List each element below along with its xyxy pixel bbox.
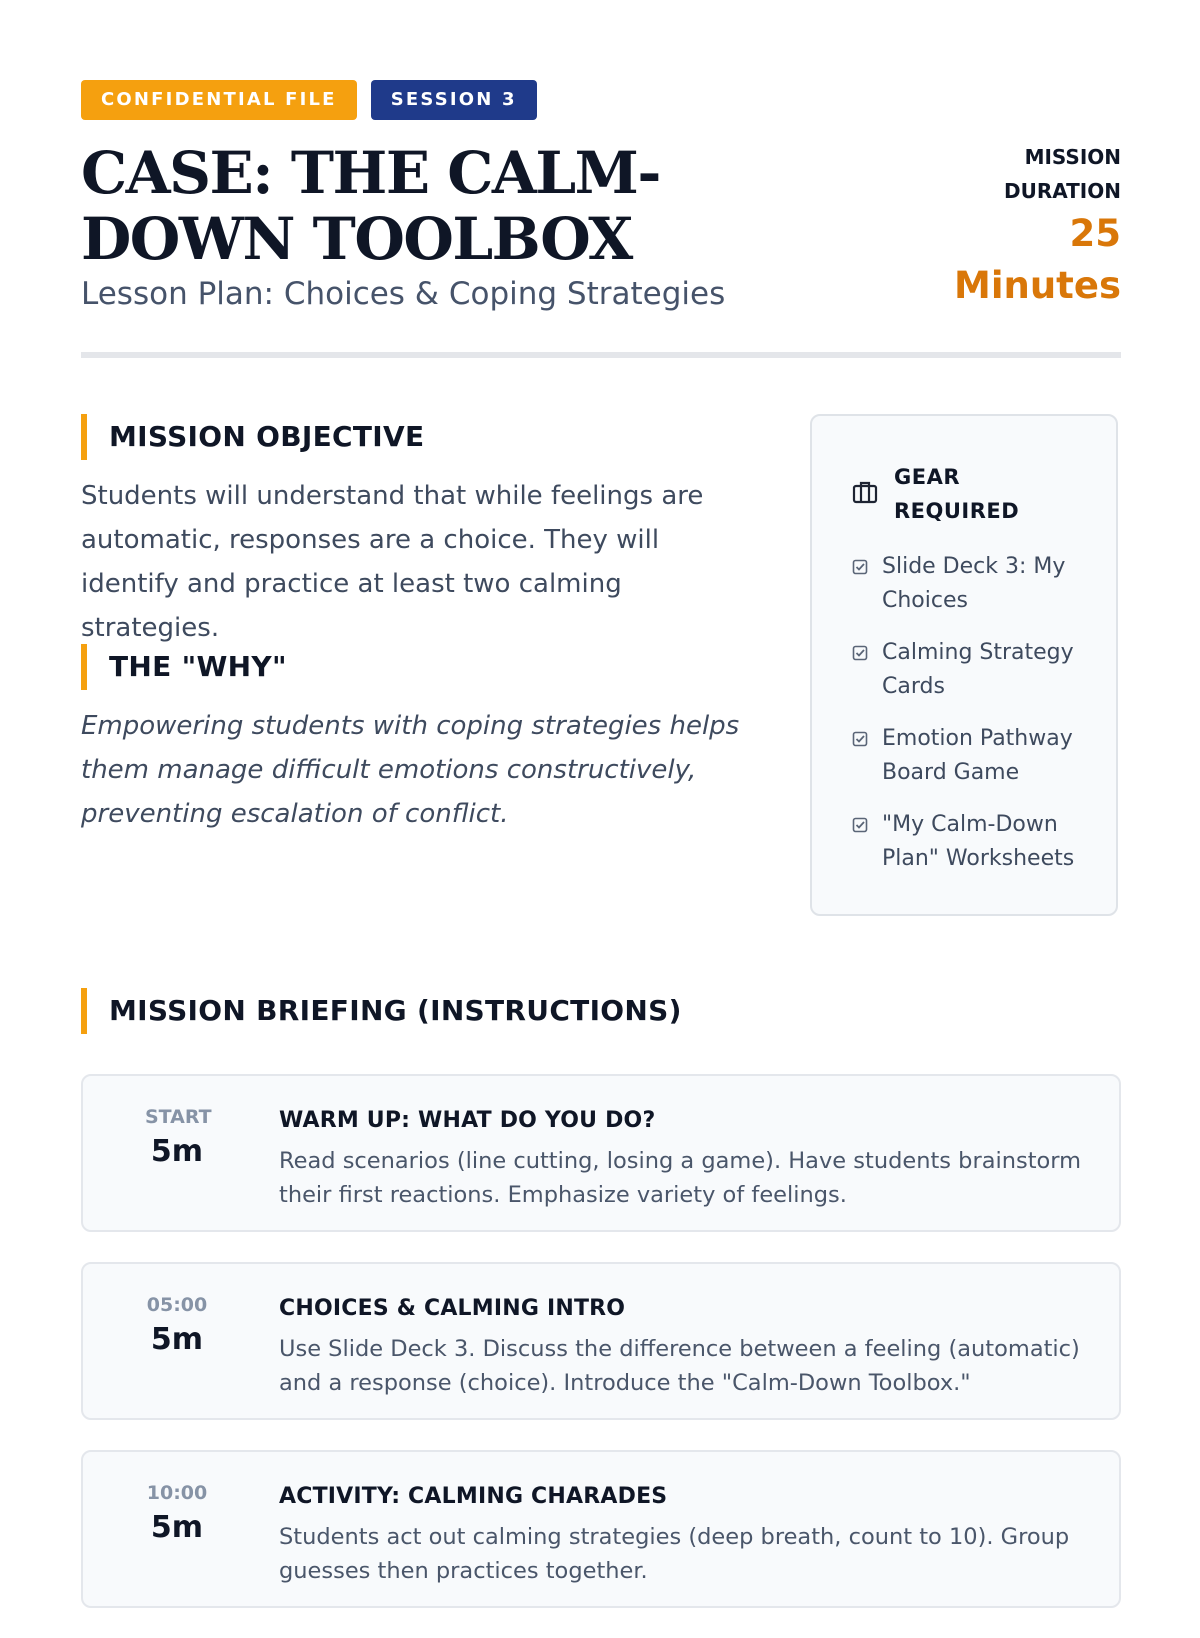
checkbox-checked-icon bbox=[852, 817, 868, 833]
duration-value: 25 Minutes bbox=[954, 212, 1121, 307]
step-start-time: 05:00 bbox=[146, 1294, 208, 1316]
step-card bbox=[81, 1450, 1121, 1608]
section-heading: MISSION BRIEFING (INSTRUCTIONS) bbox=[81, 988, 1121, 1034]
gear-required-card bbox=[810, 414, 1118, 916]
step-start-time: START bbox=[145, 1106, 212, 1128]
step-start-time: 10:00 bbox=[146, 1482, 208, 1504]
section-heading: MISSION OBJECTIVE bbox=[81, 414, 761, 460]
section-heading: THE "WHY" bbox=[81, 644, 761, 690]
lesson-plan-page bbox=[81, 80, 1121, 1584]
checkbox-checked-icon bbox=[852, 645, 868, 661]
step-description: Use Slide Deck 3. Discuss the difference between a feeling (automatic) and a response (choice). Introduce the "Calm-Down Toolbox." bbox=[279, 1336, 1080, 1396]
step-body bbox=[279, 1294, 1089, 1400]
header bbox=[81, 140, 1121, 350]
step-title: CHOICES & CALMING INTRO bbox=[279, 1296, 626, 1321]
step-description: Read scenarios (line cutting, losing a game). Have students brainstorm their first reactions. Emphasize variety of feelings. bbox=[279, 1148, 1082, 1208]
confidential-badge: CONFIDENTIAL FILE bbox=[81, 80, 357, 120]
gear-item-label: Slide Deck 3: My Choices bbox=[882, 554, 1066, 613]
briefing-steps bbox=[81, 1074, 1121, 1638]
gear-header bbox=[852, 460, 1019, 528]
step-duration: 5m bbox=[150, 1134, 204, 1169]
checkbox-checked-icon bbox=[852, 731, 868, 747]
why-text: Empowering students with coping strategies helps them manage difficult emotions constructively, preventing escalation of conflict. bbox=[81, 711, 740, 829]
gear-item bbox=[852, 636, 1092, 704]
gear-item bbox=[852, 550, 1092, 618]
gear-item-label: Calming Strategy Cards bbox=[882, 640, 1074, 699]
gear-item bbox=[852, 808, 1092, 876]
briefcase-icon bbox=[852, 480, 878, 504]
step-body bbox=[279, 1482, 1089, 1588]
gear-item-label: Emotion Pathway Board Game bbox=[882, 726, 1073, 785]
step-duration: 5m bbox=[150, 1322, 204, 1357]
gear-title: GEAR REQUIRED bbox=[894, 465, 1020, 523]
step-time bbox=[145, 1104, 212, 1174]
checkbox-checked-icon bbox=[852, 559, 868, 575]
session-badge: SESSION 3 bbox=[371, 80, 537, 120]
mission-objective-section bbox=[81, 414, 761, 650]
page-title: CASE: THE CALM-DOWN TOOLBOX bbox=[81, 139, 660, 273]
why-section bbox=[81, 644, 761, 836]
gear-item bbox=[852, 722, 1092, 790]
mission-briefing-section bbox=[81, 988, 1121, 1034]
objective-text: Students will understand that while feelings are automatic, responses are a choice. They will identify and practice at least two calming strategies. bbox=[81, 481, 704, 643]
step-duration: 5m bbox=[150, 1510, 204, 1545]
mission-duration bbox=[954, 140, 1121, 312]
step-description: Students act out calming strategies (deep breath, count to 10). Group guesses then practices together. bbox=[279, 1524, 1070, 1584]
duration-label: MISSION DURATION bbox=[1004, 145, 1121, 203]
badge-row bbox=[81, 80, 1121, 120]
gear-list bbox=[852, 550, 1092, 894]
step-body bbox=[279, 1106, 1089, 1212]
step-title: WARM UP: WHAT DO YOU DO? bbox=[279, 1108, 656, 1133]
header-divider bbox=[81, 352, 1121, 358]
step-time bbox=[145, 1480, 209, 1550]
gear-item-label: "My Calm-Down Plan" Worksheets bbox=[882, 812, 1075, 871]
step-card bbox=[81, 1074, 1121, 1232]
step-card bbox=[81, 1262, 1121, 1420]
page-subtitle: Lesson Plan: Choices & Coping Strategies bbox=[81, 276, 726, 312]
step-title: ACTIVITY: CALMING CHARADES bbox=[279, 1484, 668, 1509]
step-time bbox=[145, 1292, 209, 1362]
